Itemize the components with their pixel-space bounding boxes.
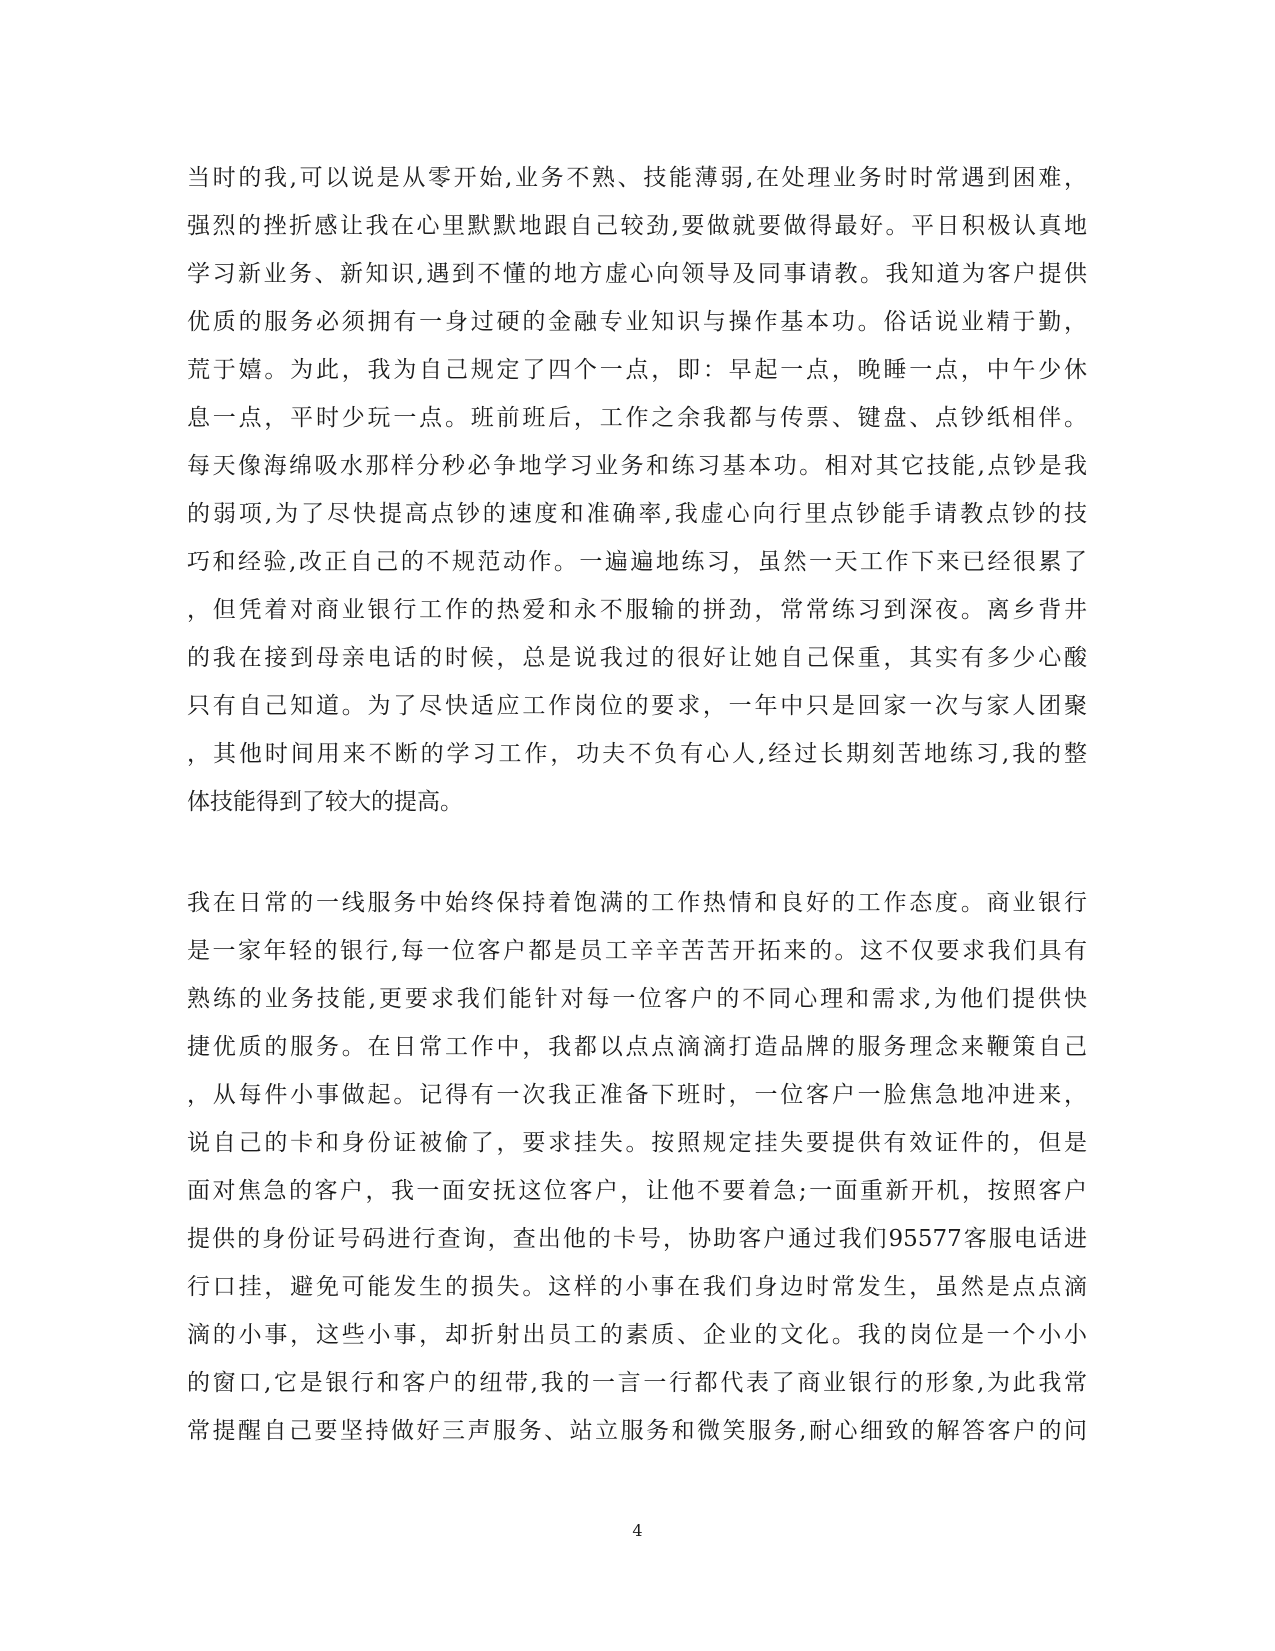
paragraph-2 bbox=[187, 879, 1087, 1455]
text-line: 滴的小事，这些小事，却折射出员工的素质、企业的文化。我的岗位是一个小小 bbox=[187, 1322, 1087, 1348]
text-line: 学习新业务、新知识,遇到不懂的地方虚心向领导及同事请教。我知道为客户提供 bbox=[187, 261, 1087, 287]
page-number: 4 bbox=[632, 1521, 643, 1540]
text-line: 荒于嬉。为此，我为自己规定了四个一点，即：早起一点，晚睡一点，中午少休 bbox=[187, 357, 1087, 383]
text-line: 优质的服务必须拥有一身过硬的金融专业知识与操作基本功。俗话说业精于勤， bbox=[187, 309, 1087, 335]
text-line: 熟练的业务技能,更要求我们能针对每一位客户的不同心理和需求,为他们提供快 bbox=[187, 986, 1087, 1012]
text-line: 常提醒自己要坚持做好三声服务、站立服务和微笑服务,耐心细致的解答客户的问 bbox=[187, 1418, 1087, 1444]
text-line: 捷优质的服务。在日常工作中，我都以点点滴滴打造品牌的服务理念来鞭策自己 bbox=[187, 1034, 1087, 1060]
text-line: 当时的我,可以说是从零开始,业务不熟、技能薄弱,在处理业务时时常遇到困难， bbox=[187, 165, 1087, 191]
text-line: ，其他时间用来不断的学习工作，功夫不负有心人,经过长期刻苦地练习,我的整 bbox=[187, 741, 1087, 767]
text-line: ，但凭着对商业银行工作的热爱和永不服输的拼劲，常常练习到深夜。离乡背井 bbox=[187, 597, 1087, 623]
paragraph-1 bbox=[187, 154, 1087, 826]
text-line: 是一家年轻的银行,每一位客户都是员工辛辛苦苦开拓来的。这不仅要求我们具有 bbox=[187, 938, 1087, 964]
text-line: 的窗口,它是银行和客户的纽带,我的一言一行都代表了商业银行的形象,为此我常 bbox=[187, 1370, 1087, 1396]
text-line: 每天像海绵吸水那样分秒必争地学习业务和练习基本功。相对其它技能,点钞是我 bbox=[187, 453, 1087, 479]
text-line: 行口挂，避免可能发生的损失。这样的小事在我们身边时常发生，虽然是点点滴 bbox=[187, 1274, 1087, 1300]
text-line: 只有自己知道。为了尽快适应工作岗位的要求，一年中只是回家一次与家人团聚 bbox=[187, 693, 1087, 719]
text-line: ，从每件小事做起。记得有一次我正准备下班时，一位客户一脸焦急地冲进来， bbox=[187, 1082, 1087, 1108]
text-line: 提供的身份证号码进行查询，查出他的卡号，协助客户通过我们95577客服电话进 bbox=[187, 1226, 1087, 1252]
text-line: 的我在接到母亲电话的时候，总是说我过的很好让她自己保重，其实有多少心酸 bbox=[187, 645, 1087, 671]
text-line: 面对焦急的客户，我一面安抚这位客户，让他不要着急;一面重新开机，按照客户 bbox=[187, 1178, 1087, 1204]
text-line: 体技能得到了较大的提高。 bbox=[187, 789, 463, 815]
text-line: 说自己的卡和身份证被偷了，要求挂失。按照规定挂失要提供有效证件的，但是 bbox=[187, 1130, 1087, 1156]
text-line: 巧和经验,改正自己的不规范动作。一遍遍地练习，虽然一天工作下来已经很累了 bbox=[187, 549, 1087, 575]
text-line: 的弱项,为了尽快提高点钞的速度和准确率,我虚心向行里点钞能手请教点钞的技 bbox=[187, 501, 1087, 527]
text-line: 强烈的挫折感让我在心里默默地跟自己较劲,要做就要做得最好。平日积极认真地 bbox=[187, 213, 1087, 239]
text-line: 我在日常的一线服务中始终保持着饱满的工作热情和良好的工作态度。商业银行 bbox=[187, 890, 1087, 916]
text-line: 息一点，平时少玩一点。班前班后，工作之余我都与传票、键盘、点钞纸相伴。 bbox=[187, 405, 1087, 431]
